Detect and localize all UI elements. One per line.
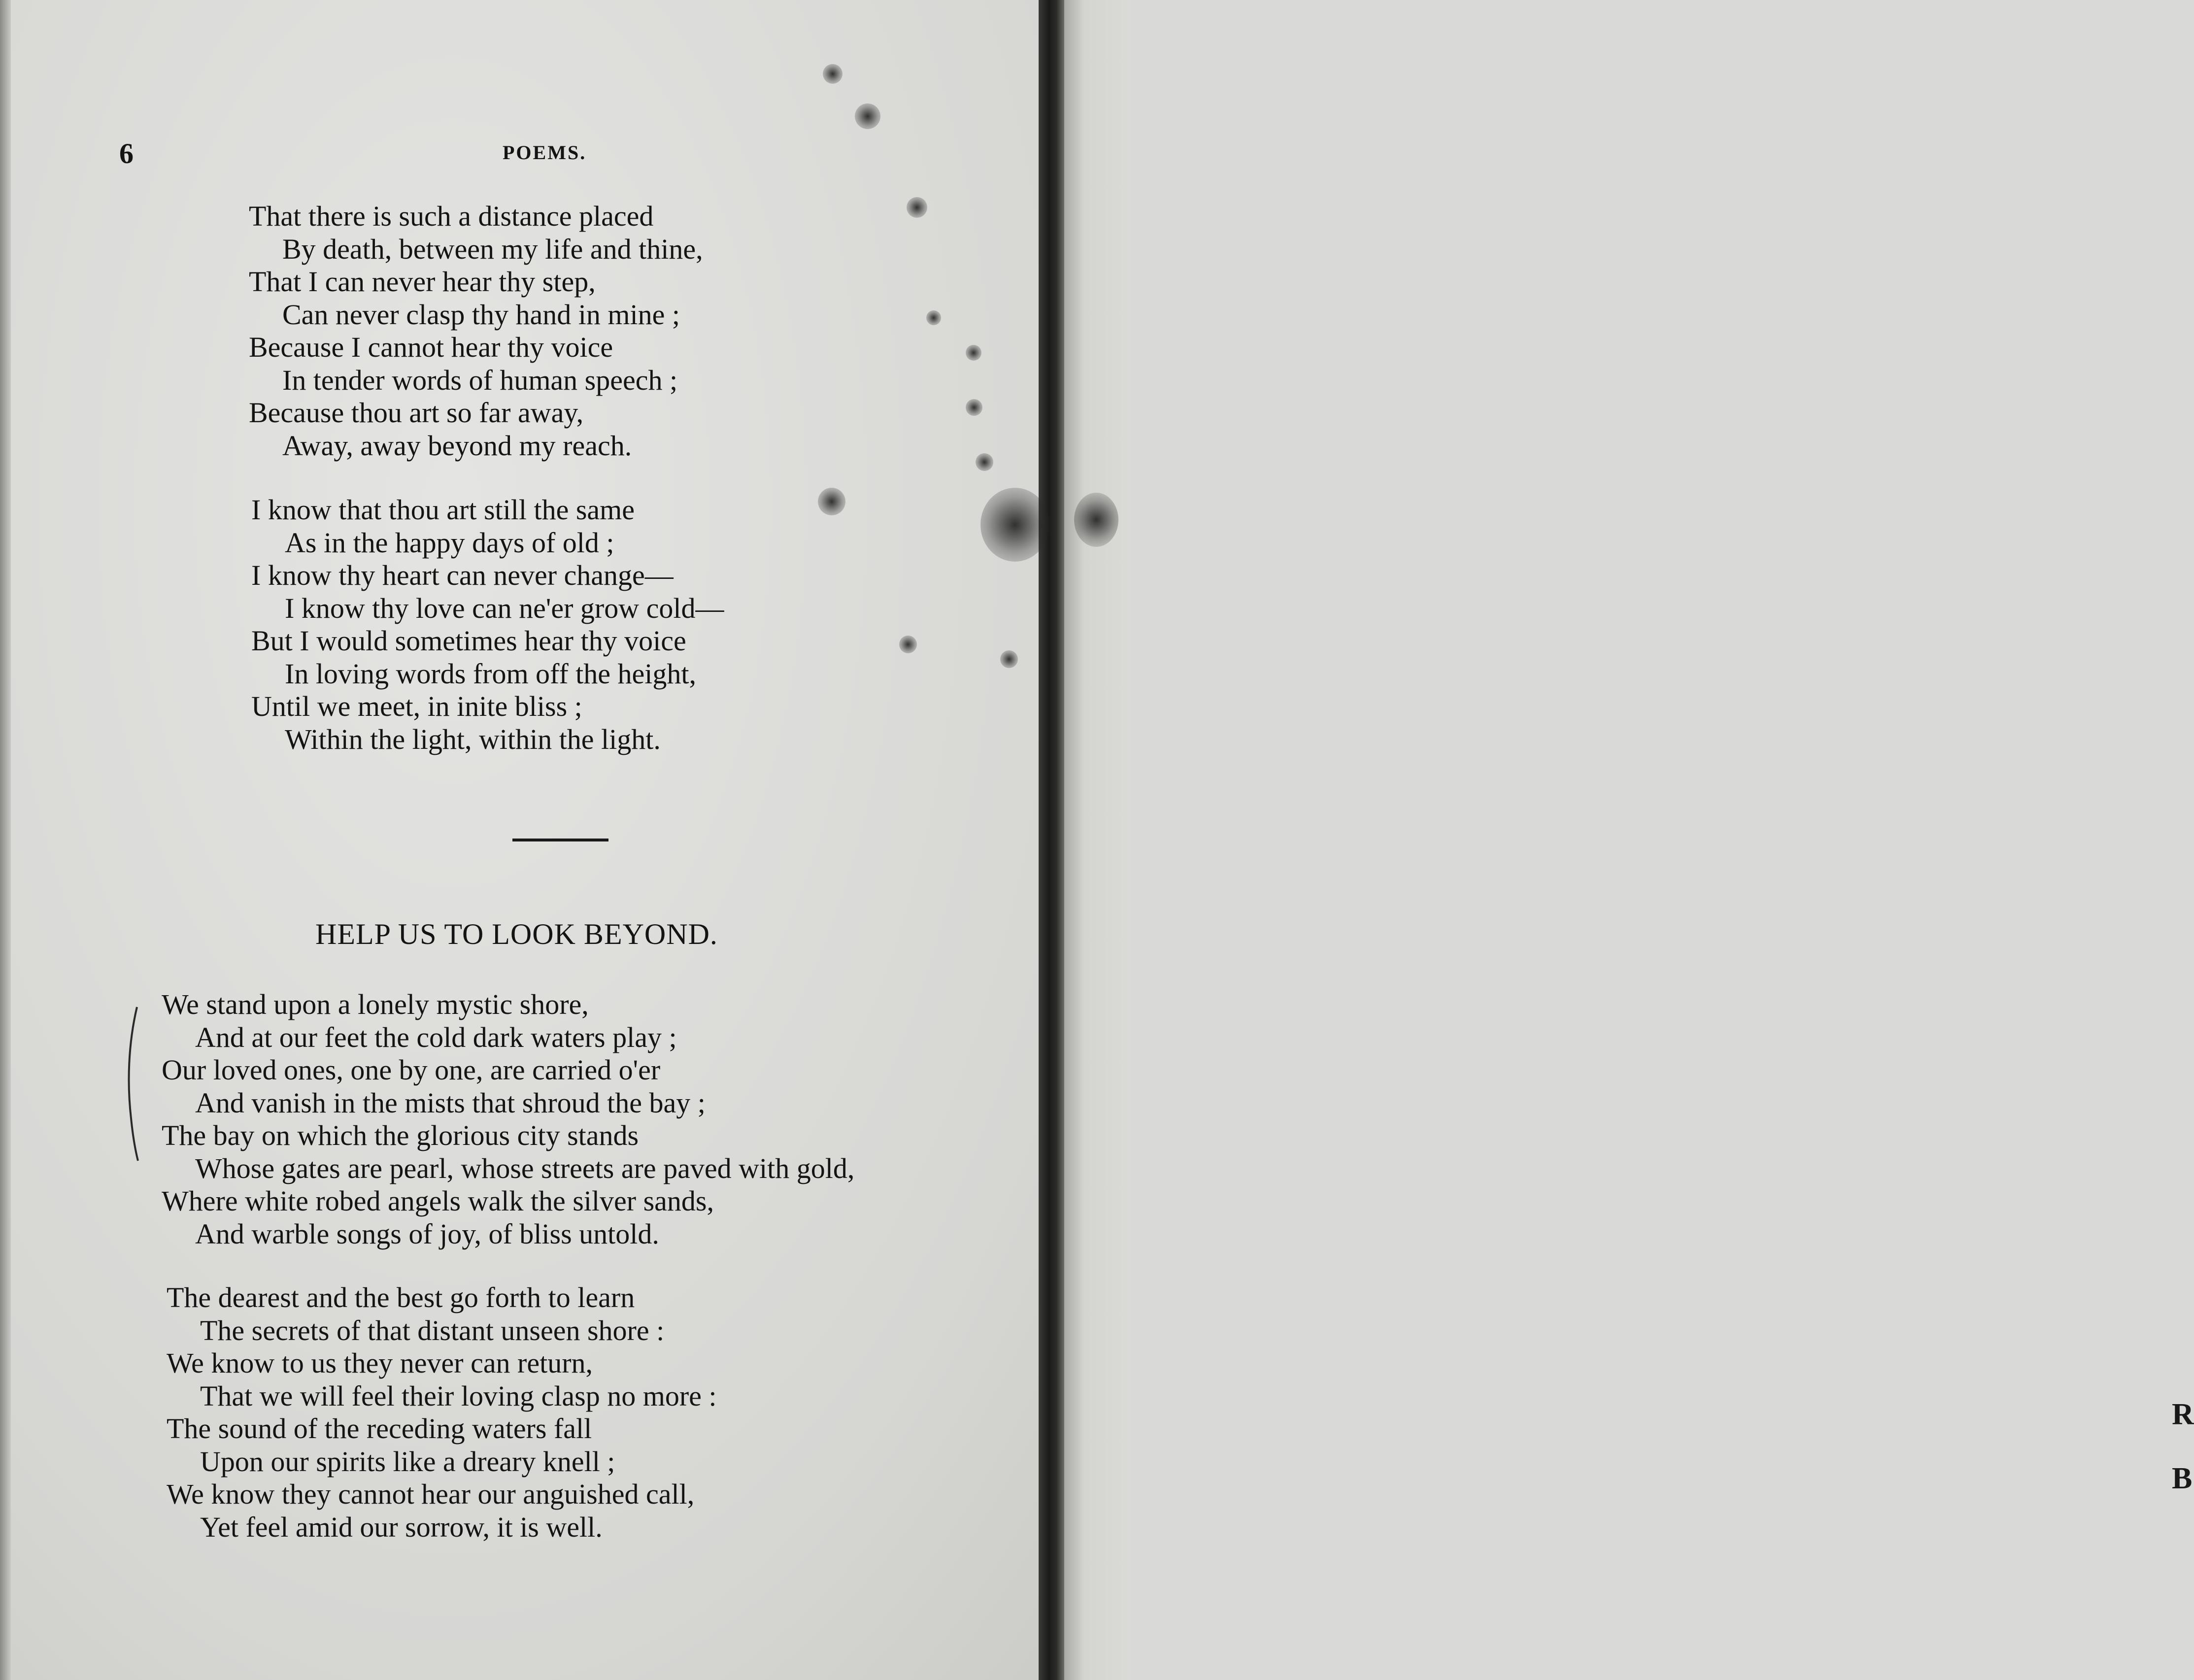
facing-page-letter: B: [2172, 1462, 2193, 1495]
verse-line: We know they cannot hear our anguished call,: [167, 1478, 695, 1510]
verse-line: The sound of the receding waters fall: [167, 1412, 592, 1445]
foxing-spot: [976, 453, 993, 471]
foxing-spot: [980, 488, 1049, 562]
verse-line: Whose gates are pearl, whose streets are paved with gold,: [195, 1152, 855, 1184]
verse-line: We stand upon a lonely mystic shore,: [162, 988, 589, 1020]
verse-line: That there is such a distance placed: [249, 200, 654, 232]
foxing-spot: [966, 399, 982, 416]
verse-line: And vanish in the mists that shroud the bay ;: [195, 1086, 706, 1119]
verse-line: As in the happy days of old ;: [285, 526, 614, 559]
verse-line: Upon our spirits like a dreary knell ;: [200, 1445, 615, 1478]
verse-line: That I can never hear thy step,: [249, 266, 596, 298]
poem1-stanza-1: [249, 200, 703, 462]
verse-line: And at our feet the cold dark waters play ;: [195, 1021, 677, 1053]
foxing-spot: [1074, 493, 1118, 547]
verse-line: I know thy heart can never change—: [251, 559, 674, 591]
foxing-spot: [966, 345, 981, 361]
verse-line: In tender words of human speech ;: [282, 364, 678, 396]
verse-line: Because I cannot hear thy voice: [249, 331, 613, 363]
foxing-spot: [907, 197, 927, 218]
verse-line: In loving words from off the height,: [285, 657, 696, 690]
verse-line: Within the light, within the light.: [285, 723, 661, 755]
foxing-spot: [926, 310, 941, 325]
verse-line: And warble songs of joy, of bliss untold.: [195, 1217, 659, 1250]
verse-line: We know to us they never can return,: [167, 1347, 593, 1379]
poem2-stanza-1: [162, 988, 854, 1250]
book-gutter: [1039, 0, 1064, 1680]
verse-line: The dearest and the best go forth to learn: [167, 1281, 635, 1313]
foxing-spot: [899, 636, 917, 653]
verse-line: The bay on which the glorious city stands: [162, 1119, 639, 1151]
running-title: POEMS.: [503, 141, 587, 164]
poem1-stanza-2: [251, 494, 724, 756]
verse-line: Yet feel amid our sorrow, it is well.: [200, 1511, 603, 1543]
verse-line: Away, away beyond my reach.: [282, 429, 632, 462]
margin-pencil-mark: [126, 1005, 140, 1163]
foxing-spot: [823, 64, 843, 84]
page-number: 6: [119, 137, 134, 169]
verse-line: Our loved ones, one by one, are carried o'er: [162, 1054, 661, 1086]
verse-line: I know thy love can ne'er grow cold—: [285, 592, 724, 624]
verse-line: Until we meet, in inite bliss ;: [251, 690, 582, 722]
foxing-spot: [818, 488, 845, 515]
verse-line: But I would sometimes hear thy voice: [251, 625, 686, 657]
foxing-spot: [855, 103, 880, 129]
verse-line: Can never clasp thy hand in mine ;: [282, 298, 680, 331]
poem-title: HELP US TO LOOK BEYOND.: [315, 918, 718, 950]
facing-page-letter: R: [2172, 1398, 2194, 1431]
facing-page-edge: [1064, 0, 2194, 1680]
verse-line: That we will feel their loving clasp no more :: [200, 1379, 717, 1412]
verse-line: Where white robed angels walk the silver sands,: [162, 1185, 714, 1217]
verse-line: Because thou art so far away,: [249, 397, 584, 429]
page-left-edge: [0, 0, 11, 1680]
verse-line: I know that thou art still the same: [251, 494, 635, 526]
section-divider: [512, 839, 608, 841]
verse-line: The secrets of that distant unseen shore :: [200, 1314, 665, 1346]
verse-line: By death, between my life and thine,: [282, 233, 703, 265]
foxing-spot: [1000, 650, 1018, 668]
poem2-stanza-2: [167, 1281, 717, 1544]
